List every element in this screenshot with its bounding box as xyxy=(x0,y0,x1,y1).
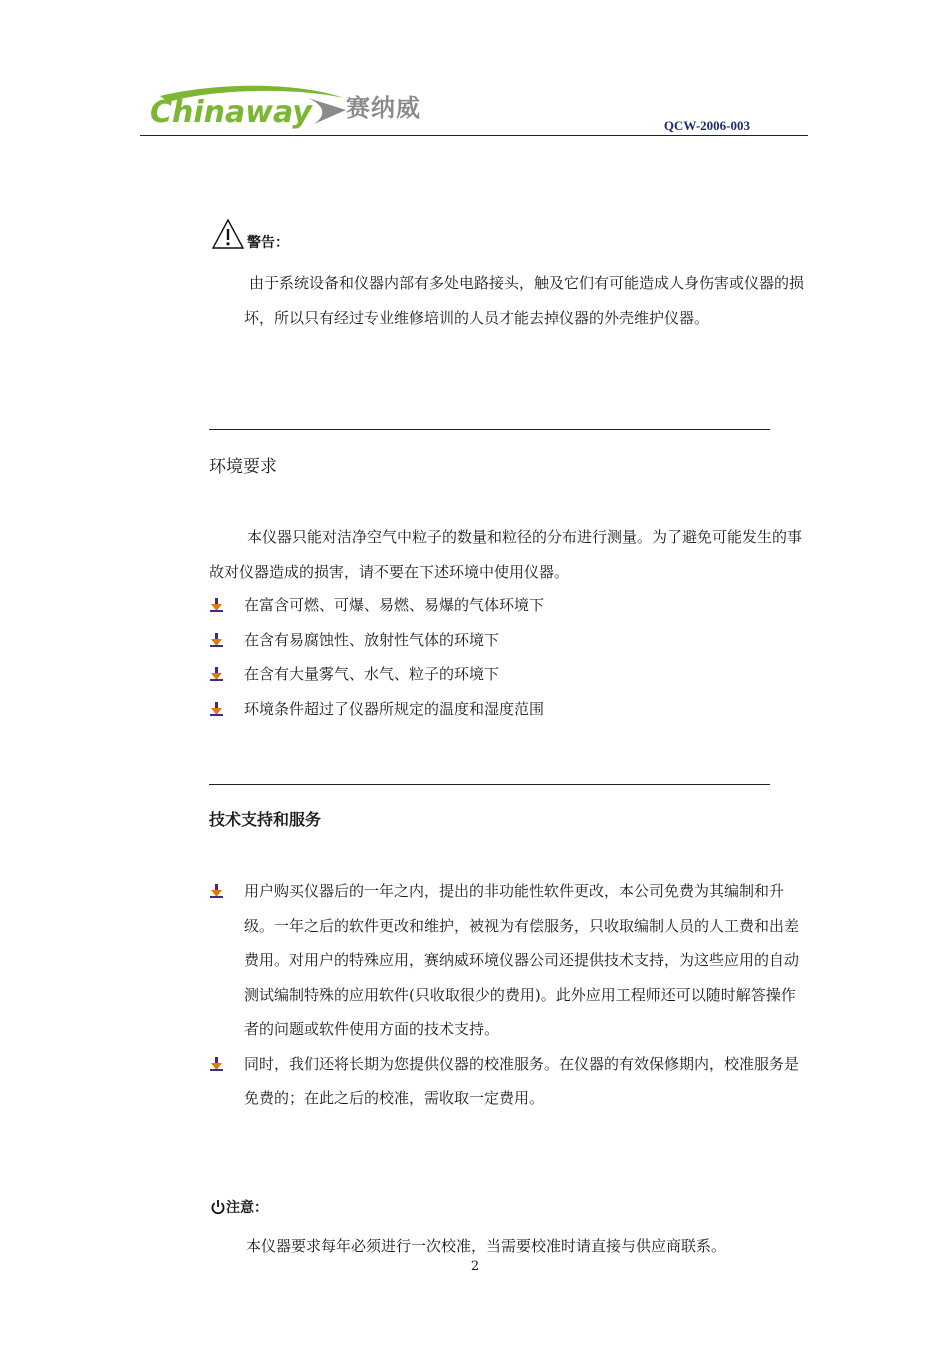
bullet-arrow-icon xyxy=(210,884,223,898)
list-item xyxy=(210,657,544,692)
support-heading: 技术支持和服务 xyxy=(209,810,322,829)
bullet-arrow-icon xyxy=(210,633,223,647)
chinaway-logo xyxy=(148,78,348,132)
logo-chinese-name: 赛纳威 xyxy=(346,94,421,122)
list-item-text: 环境条件超过了仪器所规定的温度和湿度范围 xyxy=(244,699,545,718)
list-item-text: 在含有易腐蚀性、放射性气体的环境下 xyxy=(244,630,500,649)
list-item-text: 在含有大量雾气、水气、粒子的环境下 xyxy=(244,665,500,683)
warning-text: 由于系统设备和仪器内部有多处电路接头，触及它们有可能造成人身伤害或仪器的损坏，所以只有经过专业维修培训的人员才能去掉仪器的外壳维护仪器。 xyxy=(244,274,805,327)
bullet-arrow-icon xyxy=(210,702,223,716)
section-divider xyxy=(209,784,770,785)
page-number: 2 xyxy=(470,1259,480,1274)
environment-heading: 环境要求 xyxy=(209,457,277,477)
page-header xyxy=(140,72,808,136)
logo-text: Chinaway xyxy=(150,95,312,130)
support-list xyxy=(210,874,806,1116)
header-divider xyxy=(140,135,808,136)
list-item xyxy=(210,874,806,1047)
environment-intro: 本仪器只能对洁净空气中粒子的数量和粒径的分布进行测量。为了避免可能发生的事故对仪器造成的损害，请不要在下述环境中使用仪器。 xyxy=(209,528,803,581)
warning-triangle-icon xyxy=(212,218,244,250)
list-item-text: 同时，我们还将长期为您提供仪器的校准服务。在仪器的有效保修期内，校准服务是免费的；在此之后的校准，需收取一定费用。 xyxy=(244,1054,800,1107)
note-text: 本仪器要求每年必须进行一次校准，当需要校准时请直接与供应商联系。 xyxy=(246,1237,727,1255)
environment-list xyxy=(210,588,544,726)
bullet-arrow-icon xyxy=(210,667,223,681)
document-code: QCW-2006-003 xyxy=(663,118,750,133)
list-item xyxy=(210,1047,806,1116)
list-item xyxy=(210,588,544,623)
bullet-arrow-icon xyxy=(210,1057,223,1071)
list-item-text: 用户购买仪器后的一年之内，提出的非功能性软件更改，本公司免费为其编制和升级。一年之后的软件更改和维护，被视为有偿服务，只收取编制人员的人工费和出差费用。对用户的特殊应用，赛纳威环境仪器公司还提供技术支持，为这些应用的自动测试编制特殊的应用软件(只收取很少的费用)。此外应用工程师还可以随时解答操作者的问题或软件使用方面的技术支持。 xyxy=(244,882,800,1038)
list-item xyxy=(210,623,544,658)
power-symbol-icon xyxy=(210,1199,226,1215)
warning-label: 警告： xyxy=(247,235,289,251)
note-heading xyxy=(210,1197,268,1217)
list-item-text: 在富含可燃、可爆、易燃、易爆的气体环境下 xyxy=(244,596,545,614)
note-label: 注意： xyxy=(226,1200,268,1216)
section-divider xyxy=(209,429,770,430)
list-item xyxy=(210,692,544,727)
bullet-arrow-icon xyxy=(210,598,223,612)
